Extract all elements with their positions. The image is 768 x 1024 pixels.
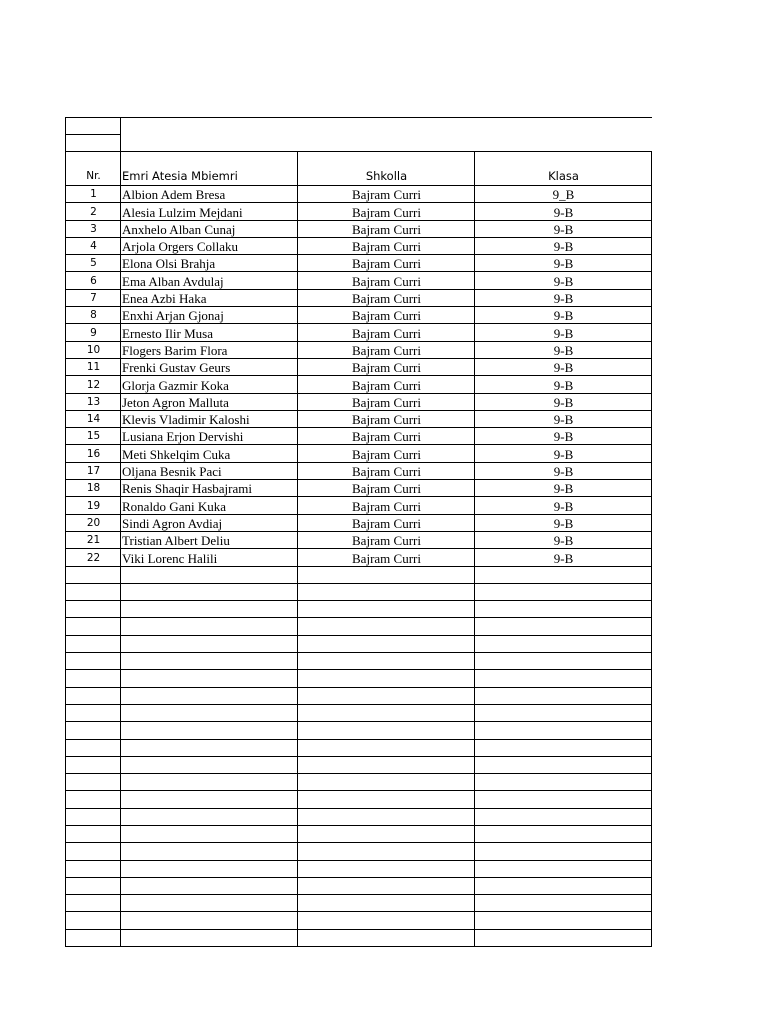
class-name: 9_B xyxy=(475,186,652,203)
empty-cell xyxy=(66,566,121,583)
class-name: 9-B xyxy=(475,497,652,514)
student-name: Oljana Besnik Paci xyxy=(121,462,298,479)
title-row xyxy=(66,118,652,135)
empty-row xyxy=(66,929,652,946)
student-name: Renis Shaqir Hasbajrami xyxy=(121,480,298,497)
empty-cell xyxy=(298,756,475,773)
row-number: 14 xyxy=(66,410,121,427)
empty-row xyxy=(66,774,652,791)
empty-cell xyxy=(121,566,298,583)
empty-cell xyxy=(298,722,475,739)
row-number: 3 xyxy=(66,220,121,237)
empty-row xyxy=(66,566,652,583)
blank-row xyxy=(66,135,652,152)
class-name: 9-B xyxy=(475,203,652,220)
empty-row xyxy=(66,895,652,912)
empty-cell xyxy=(121,825,298,842)
table-row xyxy=(66,220,652,237)
table-row xyxy=(66,549,652,566)
empty-cell xyxy=(298,929,475,946)
row-number: 1 xyxy=(66,186,121,203)
table-row xyxy=(66,289,652,306)
empty-cell xyxy=(298,895,475,912)
row-number: 17 xyxy=(66,462,121,479)
empty-cell xyxy=(475,843,652,860)
empty-cell xyxy=(66,739,121,756)
empty-cell xyxy=(475,583,652,600)
class-name: 9-B xyxy=(475,255,652,272)
header-school: Shkolla xyxy=(298,152,475,186)
empty-cell xyxy=(66,756,121,773)
empty-cell xyxy=(121,583,298,600)
empty-cell xyxy=(121,739,298,756)
table-row xyxy=(66,462,652,479)
table-row xyxy=(66,255,652,272)
class-name: 9-B xyxy=(475,410,652,427)
table-row xyxy=(66,514,652,531)
empty-cell xyxy=(298,601,475,618)
empty-cell xyxy=(475,877,652,894)
school-name: Bajram Curri xyxy=(298,203,475,220)
empty-cell xyxy=(475,756,652,773)
row-number: 19 xyxy=(66,497,121,514)
empty-row xyxy=(66,739,652,756)
empty-cell xyxy=(121,808,298,825)
empty-cell xyxy=(298,860,475,877)
class-name: 9-B xyxy=(475,272,652,289)
table-row xyxy=(66,428,652,445)
table-row xyxy=(66,237,652,254)
student-name: Lusiana Erjon Dervishi xyxy=(121,428,298,445)
student-name: Anxhelo Alban Cunaj xyxy=(121,220,298,237)
student-name: Meti Shkelqim Cuka xyxy=(121,445,298,462)
school-name: Bajram Curri xyxy=(298,376,475,393)
empty-row xyxy=(66,670,652,687)
empty-cell xyxy=(298,653,475,670)
row-number: 12 xyxy=(66,376,121,393)
empty-cell xyxy=(121,704,298,721)
row-number: 8 xyxy=(66,307,121,324)
table-row xyxy=(66,324,652,341)
row-number: 2 xyxy=(66,203,121,220)
class-name: 9-B xyxy=(475,358,652,375)
school-name: Bajram Curri xyxy=(298,497,475,514)
row-number: 6 xyxy=(66,272,121,289)
empty-cell xyxy=(66,722,121,739)
empty-cell xyxy=(475,670,652,687)
student-name: Ernesto Ilir Musa xyxy=(121,324,298,341)
empty-cell xyxy=(66,912,121,929)
header-nr: Nr. xyxy=(66,152,121,186)
empty-cell xyxy=(121,843,298,860)
empty-cell xyxy=(298,739,475,756)
empty-cell xyxy=(298,670,475,687)
empty-row xyxy=(66,687,652,704)
empty-cell xyxy=(298,583,475,600)
school-name: Bajram Curri xyxy=(298,341,475,358)
empty-cell xyxy=(121,670,298,687)
student-name: Viki Lorenc Halili xyxy=(121,549,298,566)
empty-cell xyxy=(298,808,475,825)
empty-cell xyxy=(475,860,652,877)
row-number: 11 xyxy=(66,358,121,375)
empty-cell xyxy=(121,774,298,791)
empty-cell xyxy=(475,722,652,739)
empty-cell xyxy=(298,704,475,721)
empty-cell xyxy=(66,118,121,135)
table-row xyxy=(66,307,652,324)
row-number: 7 xyxy=(66,289,121,306)
empty-cell xyxy=(66,653,121,670)
table-row xyxy=(66,376,652,393)
empty-cell xyxy=(121,912,298,929)
empty-row xyxy=(66,635,652,652)
row-number: 18 xyxy=(66,480,121,497)
empty-cell xyxy=(121,756,298,773)
empty-cell xyxy=(66,774,121,791)
row-number: 13 xyxy=(66,393,121,410)
row-number: 10 xyxy=(66,341,121,358)
class-name: 9-B xyxy=(475,220,652,237)
empty-cell xyxy=(475,895,652,912)
school-name: Bajram Curri xyxy=(298,480,475,497)
empty-cell xyxy=(121,877,298,894)
empty-row xyxy=(66,583,652,600)
empty-cell xyxy=(475,635,652,652)
empty-cell xyxy=(66,618,121,635)
empty-cell xyxy=(298,687,475,704)
student-name: Glorja Gazmir Koka xyxy=(121,376,298,393)
student-name: Flogers Barim Flora xyxy=(121,341,298,358)
table-row xyxy=(66,186,652,203)
empty-row xyxy=(66,912,652,929)
school-name: Bajram Curri xyxy=(298,289,475,306)
row-number: 22 xyxy=(66,549,121,566)
empty-row xyxy=(66,843,652,860)
empty-cell xyxy=(66,825,121,842)
row-number: 20 xyxy=(66,514,121,531)
school-name: Bajram Curri xyxy=(298,410,475,427)
empty-row xyxy=(66,618,652,635)
empty-cell xyxy=(298,791,475,808)
student-name: Tristian Albert Deliu xyxy=(121,531,298,548)
header-class: Klasa xyxy=(475,152,652,186)
empty-cell xyxy=(298,843,475,860)
empty-cell xyxy=(66,877,121,894)
empty-cell xyxy=(121,929,298,946)
empty-cell xyxy=(66,843,121,860)
table-row xyxy=(66,393,652,410)
school-name: Bajram Curri xyxy=(298,220,475,237)
class-name: 9-B xyxy=(475,324,652,341)
empty-cell xyxy=(475,912,652,929)
table-row xyxy=(66,480,652,497)
school-name: Bajram Curri xyxy=(298,514,475,531)
class-name: 9-B xyxy=(475,237,652,254)
empty-cell xyxy=(66,583,121,600)
empty-row xyxy=(66,808,652,825)
school-name: Bajram Curri xyxy=(298,445,475,462)
header-row xyxy=(66,152,652,186)
empty-cell xyxy=(298,912,475,929)
student-name: Sindi Agron Avdiaj xyxy=(121,514,298,531)
empty-row xyxy=(66,756,652,773)
class-name: 9-B xyxy=(475,341,652,358)
empty-cell xyxy=(66,601,121,618)
school-name: Bajram Curri xyxy=(298,428,475,445)
row-number: 5 xyxy=(66,255,121,272)
empty-cell xyxy=(475,825,652,842)
student-name: Arjola Orgers Collaku xyxy=(121,237,298,254)
table-row xyxy=(66,410,652,427)
empty-cell xyxy=(66,808,121,825)
empty-cell xyxy=(66,135,121,152)
school-name: Bajram Curri xyxy=(298,531,475,548)
table-row xyxy=(66,445,652,462)
class-name: 9-B xyxy=(475,307,652,324)
table-row xyxy=(66,272,652,289)
table-row xyxy=(66,358,652,375)
empty-cell xyxy=(475,618,652,635)
student-name: Ronaldo Gani Kuka xyxy=(121,497,298,514)
class-name: 9-B xyxy=(475,531,652,548)
empty-cell xyxy=(121,135,652,152)
school-name: Bajram Curri xyxy=(298,358,475,375)
empty-cell xyxy=(475,739,652,756)
empty-row xyxy=(66,704,652,721)
empty-cell xyxy=(121,601,298,618)
row-number: 21 xyxy=(66,531,121,548)
class-name: 9-B xyxy=(475,514,652,531)
empty-cell xyxy=(121,687,298,704)
student-name: Albion Adem Bresa xyxy=(121,186,298,203)
empty-cell xyxy=(475,601,652,618)
empty-row xyxy=(66,653,652,670)
student-name: Alesia Lulzim Mejdani xyxy=(121,203,298,220)
empty-cell xyxy=(66,635,121,652)
empty-cell xyxy=(121,635,298,652)
empty-cell xyxy=(475,808,652,825)
row-number: 16 xyxy=(66,445,121,462)
empty-cell xyxy=(66,704,121,721)
empty-cell xyxy=(121,722,298,739)
class-name: 9-B xyxy=(475,289,652,306)
empty-row xyxy=(66,825,652,842)
school-name: Bajram Curri xyxy=(298,549,475,566)
school-name: Bajram Curri xyxy=(298,307,475,324)
empty-cell xyxy=(121,791,298,808)
student-name: Klevis Vladimir Kaloshi xyxy=(121,410,298,427)
class-name: 9-B xyxy=(475,428,652,445)
header-name: Emri Atesia Mbiemri xyxy=(121,152,298,186)
student-list-table xyxy=(65,117,652,947)
class-name: 9-B xyxy=(475,445,652,462)
student-name: Enea Azbi Haka xyxy=(121,289,298,306)
empty-cell xyxy=(475,566,652,583)
student-name: Jeton Agron Malluta xyxy=(121,393,298,410)
empty-cell xyxy=(66,929,121,946)
row-number: 4 xyxy=(66,237,121,254)
class-name: 9-B xyxy=(475,480,652,497)
school-name: Bajram Curri xyxy=(298,462,475,479)
empty-row xyxy=(66,601,652,618)
empty-cell xyxy=(475,687,652,704)
empty-cell xyxy=(66,860,121,877)
empty-cell xyxy=(66,895,121,912)
table-row xyxy=(66,341,652,358)
student-name: Elona Olsi Brahja xyxy=(121,255,298,272)
empty-cell xyxy=(121,653,298,670)
empty-cell xyxy=(298,877,475,894)
class-name: 9-B xyxy=(475,393,652,410)
school-name: Bajram Curri xyxy=(298,393,475,410)
empty-cell xyxy=(121,618,298,635)
empty-cell xyxy=(121,895,298,912)
row-number: 15 xyxy=(66,428,121,445)
empty-cell xyxy=(66,791,121,808)
empty-cell xyxy=(475,704,652,721)
school-name: Bajram Curri xyxy=(298,186,475,203)
empty-cell xyxy=(121,860,298,877)
school-name: Bajram Curri xyxy=(298,272,475,289)
school-name: Bajram Curri xyxy=(298,324,475,341)
row-number: 9 xyxy=(66,324,121,341)
empty-cell xyxy=(66,670,121,687)
school-name: Bajram Curri xyxy=(298,237,475,254)
student-name: Ema Alban Avdulaj xyxy=(121,272,298,289)
empty-cell xyxy=(475,791,652,808)
empty-cell xyxy=(475,774,652,791)
empty-cell xyxy=(475,653,652,670)
empty-cell xyxy=(298,774,475,791)
class-name: 9-B xyxy=(475,549,652,566)
student-name: Frenki Gustav Geurs xyxy=(121,358,298,375)
empty-row xyxy=(66,722,652,739)
empty-row xyxy=(66,877,652,894)
empty-row xyxy=(66,791,652,808)
table-row xyxy=(66,531,652,548)
empty-cell xyxy=(66,687,121,704)
title-cell xyxy=(121,118,652,135)
empty-cell xyxy=(298,825,475,842)
class-name: 9-B xyxy=(475,376,652,393)
table-row xyxy=(66,203,652,220)
student-name: Enxhi Arjan Gjonaj xyxy=(121,307,298,324)
empty-cell xyxy=(298,618,475,635)
class-name: 9-B xyxy=(475,462,652,479)
empty-cell xyxy=(298,635,475,652)
empty-cell xyxy=(475,929,652,946)
empty-cell xyxy=(298,566,475,583)
school-name: Bajram Curri xyxy=(298,255,475,272)
table-row xyxy=(66,497,652,514)
empty-row xyxy=(66,860,652,877)
